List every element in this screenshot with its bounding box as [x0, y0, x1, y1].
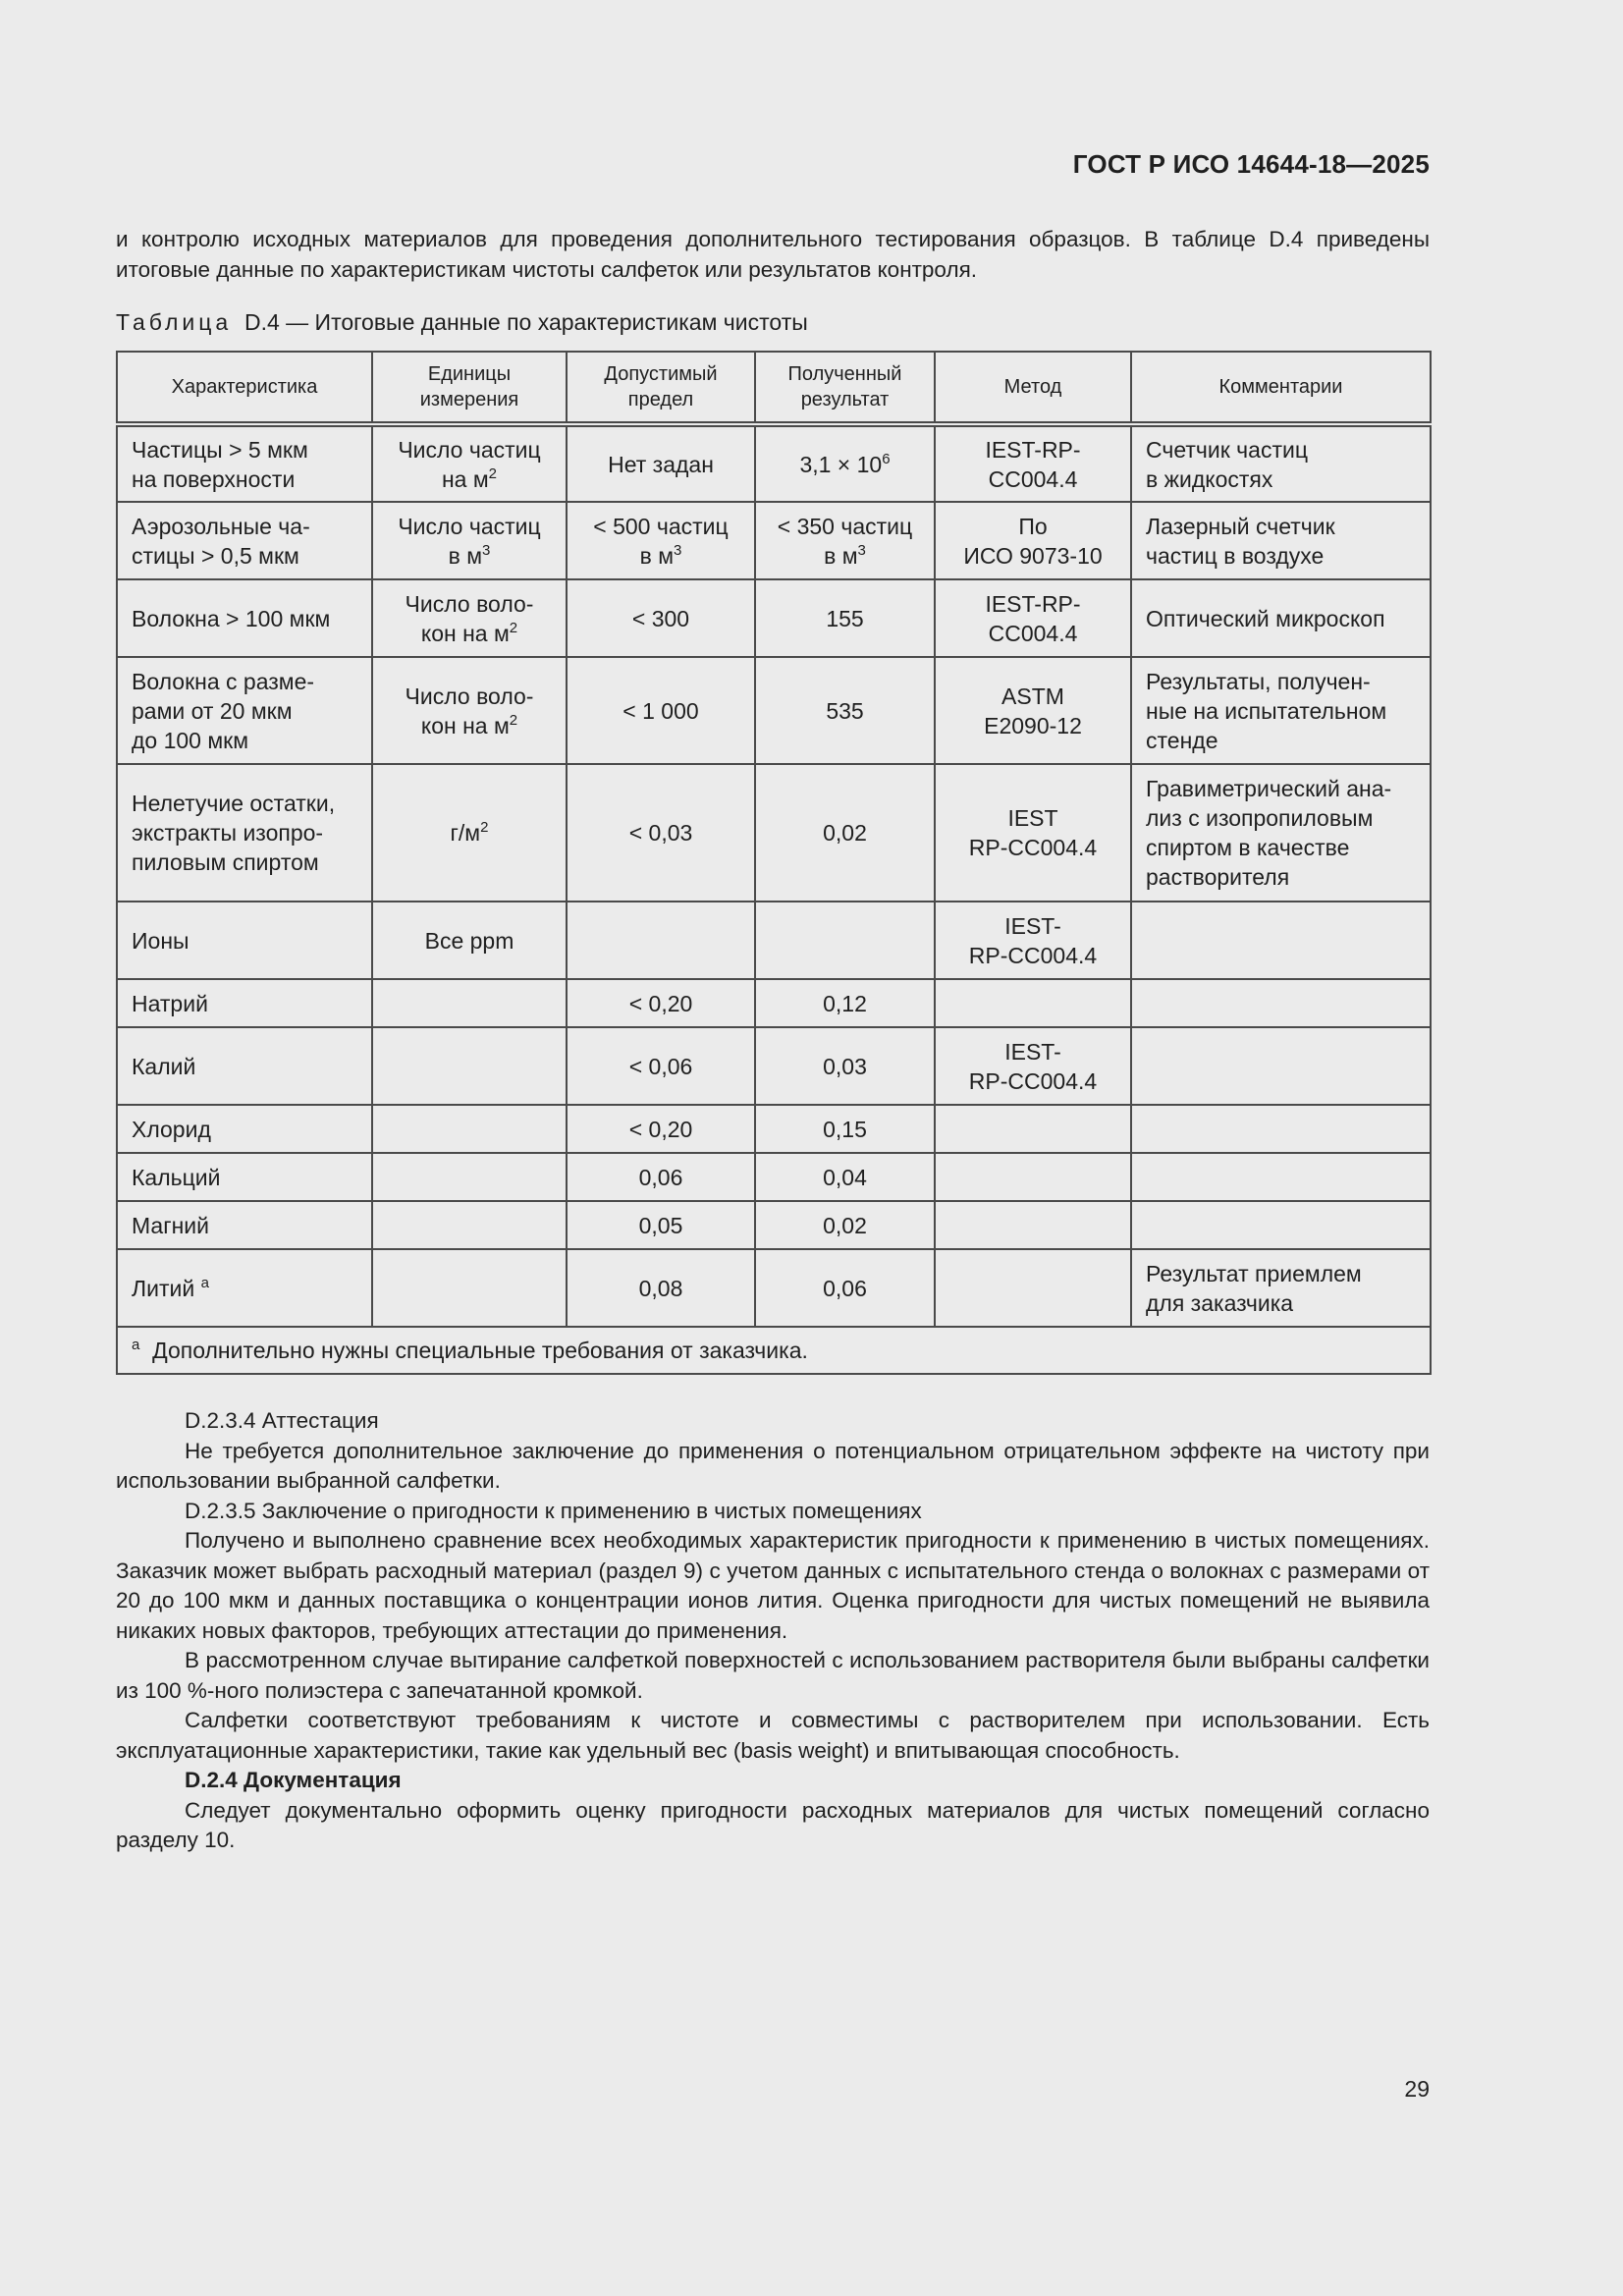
table-caption-word: Таблица [116, 309, 233, 335]
cell-limit: < 0,20 [567, 979, 755, 1027]
cell-units [372, 1105, 567, 1153]
cell-result: 0,15 [755, 1105, 935, 1153]
table-row [117, 1105, 1431, 1153]
body-text [116, 1406, 1430, 1856]
cell-characteristic: Волокна > 100 мкм [117, 579, 372, 657]
cell-characteristic: Хлорид [117, 1105, 372, 1153]
cell-method [935, 1105, 1131, 1153]
table-row [117, 902, 1431, 979]
purity-table [116, 351, 1432, 1375]
cell-comment [1131, 1105, 1431, 1153]
cell-units [372, 1201, 567, 1249]
cell-method: ASTM E2090-12 [935, 657, 1131, 764]
cell-comment [1131, 1153, 1431, 1201]
cell-comment: Лазерный счетчик частиц в воздухе [1131, 502, 1431, 579]
cell-method: По ИСО 9073-10 [935, 502, 1131, 579]
table-row [117, 579, 1431, 657]
cell-units [372, 1153, 567, 1201]
table-footnote-row [117, 1327, 1431, 1374]
paragraph: В рассмотренном случае вытирание салфеткой поверхностей с использованием растворителя были выбраны салфетки из 100 %-ного полиэстера с запечатанной кромкой. [116, 1648, 1430, 1703]
intro-paragraph: и контролю исходных материалов для проведения дополнительного тестирования образцов. В таблице D.4 приведены итоговые данные по характеристикам чистоты салфеток или результатов контроля. [116, 227, 1430, 282]
cell-characteristic: Натрий [117, 979, 372, 1027]
cell-result: 0,03 [755, 1027, 935, 1105]
cell-result: $3,1 \times 10^6$ [755, 424, 935, 502]
cell-limit: < 0,06 [567, 1027, 755, 1105]
cell-comment [1131, 1027, 1431, 1105]
cell-limit: < 0,03 [567, 764, 755, 902]
cell-result: 535 [755, 657, 935, 764]
table-row [117, 1201, 1431, 1249]
cell-limit [567, 902, 755, 979]
header-limit: Допустимый предел [567, 352, 755, 424]
cell-limit: 0,08 [567, 1249, 755, 1327]
table-row [117, 424, 1431, 502]
paragraph: Не требуется дополнительное заключение до применения о потенциальном отрицательном эффекте на чистоту при использовании выбранной салфетки. [116, 1438, 1430, 1493]
header-units: Единицы измерения [372, 352, 567, 424]
table-row [117, 657, 1431, 764]
document-header: ГОСТ Р ИСО 14644-18—2025 [1072, 149, 1430, 179]
cell-limit: 0,05 [567, 1201, 755, 1249]
cell-method [935, 979, 1131, 1027]
cell-limit: < 1 000 [567, 657, 755, 764]
header-characteristic: Характеристика [117, 352, 372, 424]
cell-comment: Оптический микроскоп [1131, 579, 1431, 657]
cell-units: Все ppm [372, 902, 567, 979]
cell-units: Число частиц в $м^3$ [372, 502, 567, 579]
cell-characteristic: Калий [117, 1027, 372, 1105]
header-comments: Комментарии [1131, 352, 1431, 424]
table-row [117, 1249, 1431, 1327]
header-method: Метод [935, 352, 1131, 424]
cell-comment: Счетчик частиц в жидкостях [1131, 424, 1431, 502]
cell-result: 0,02 [755, 764, 935, 902]
table-row [117, 1027, 1431, 1105]
cell-comment [1131, 1201, 1431, 1249]
cell-units: Число воло- кон на $м^2$ [372, 579, 567, 657]
cell-comment: Гравиметрический ана- лиз с изопропиловым спиртом в качестве растворителя [1131, 764, 1431, 902]
table-row [117, 502, 1431, 579]
section-heading: D.2.3.5 Заключение о пригодности к применению в чистых помещениях [185, 1498, 922, 1523]
cell-comment: Результат приемлем для заказчика [1131, 1249, 1431, 1327]
cell-comment [1131, 902, 1431, 979]
section-heading: D.2.3.4 Аттестация [185, 1408, 379, 1433]
table-row [117, 979, 1431, 1027]
cell-method: IEST-RP- CC004.4 [935, 579, 1131, 657]
paragraph: Получено и выполнено сравнение всех необходимых характеристик пригодности к применению в чистых помещениях. Заказчик может выбрать расходный материал (раздел 9) с учетом данных с испытательного стенда о волокнах с размерами от 20 до 100 мкм и данных поставщика о концентрации ионов лития. Оценка пригодности для чистых помещений не выявила никаких новых факторов, требующих аттестации до применения. [116, 1528, 1430, 1643]
cell-units [372, 1249, 567, 1327]
cell-method [935, 1153, 1131, 1201]
cell-characteristic: Литий $^a$ [117, 1249, 372, 1327]
cell-limit: < 300 [567, 579, 755, 657]
table-row [117, 764, 1431, 902]
cell-method [935, 1249, 1131, 1327]
cell-result [755, 902, 935, 979]
cell-method: IEST- RP-CC004.4 [935, 1027, 1131, 1105]
section-heading: D.2.4 Документация [185, 1768, 402, 1792]
cell-units [372, 1027, 567, 1105]
cell-result: 0,12 [755, 979, 935, 1027]
footnote-mark: a [132, 1337, 140, 1353]
page-number: 29 [1404, 2076, 1430, 2102]
cell-limit: Нет задан [567, 424, 755, 502]
cell-comment: Результаты, получен- ные на испытательном стенде [1131, 657, 1431, 764]
cell-method [935, 1201, 1131, 1249]
cell-result: 0,04 [755, 1153, 935, 1201]
cell-result: 0,02 [755, 1201, 935, 1249]
cell-characteristic: Магний [117, 1201, 372, 1249]
cell-method: IEST-RP- CC004.4 [935, 424, 1131, 502]
cell-limit: 0,06 [567, 1153, 755, 1201]
cell-units: $г/м^2$ [372, 764, 567, 902]
cell-characteristic: Частицы > 5 мкм на поверхности [117, 424, 372, 502]
cell-units: Число воло- кон на $м^2$ [372, 657, 567, 764]
table-header-row [117, 352, 1431, 424]
cell-result: 0,06 [755, 1249, 935, 1327]
header-result: Полученный результат [755, 352, 935, 424]
paragraph: Салфетки соответствуют требованиям к чистоте и совместимы с растворителем при использовании. Есть эксплуатационные характеристики, такие как удельный вес (basis weight) и впитывающая способность. [116, 1708, 1430, 1763]
cell-method: IEST- RP-CC004.4 [935, 902, 1131, 979]
cell-characteristic: Аэрозольные ча- стицы > 0,5 мкм [117, 502, 372, 579]
cell-units: Число частиц на $м^2$ [372, 424, 567, 502]
table-caption-text: D.4 — Итоговые данные по характеристикам чистоты [243, 309, 808, 335]
cell-limit: < 500 частиц в $м^3$ [567, 502, 755, 579]
cell-method: IEST RP-CC004.4 [935, 764, 1131, 902]
cell-comment [1131, 979, 1431, 1027]
paragraph: Следует документально оформить оценку пригодности расходных материалов для чистых помещений согласно разделу 10. [116, 1797, 1430, 1852]
cell-units [372, 979, 567, 1027]
cell-result: 155 [755, 579, 935, 657]
cell-characteristic: Кальций [117, 1153, 372, 1201]
cell-limit: < 0,20 [567, 1105, 755, 1153]
cell-characteristic: Нелетучие остатки, экстракты изопро- пиловым спиртом [117, 764, 372, 902]
table-footnote: $^a$ Дополнительно нужны специальные требования от заказчика. [117, 1327, 1431, 1374]
table-caption [116, 309, 808, 336]
cell-characteristic: Ионы [117, 902, 372, 979]
table-row [117, 1153, 1431, 1201]
cell-result: < 350 частиц в $м^3$ [755, 502, 935, 579]
cell-characteristic: Волокна с разме- рами от 20 мкм до 100 мкм [117, 657, 372, 764]
